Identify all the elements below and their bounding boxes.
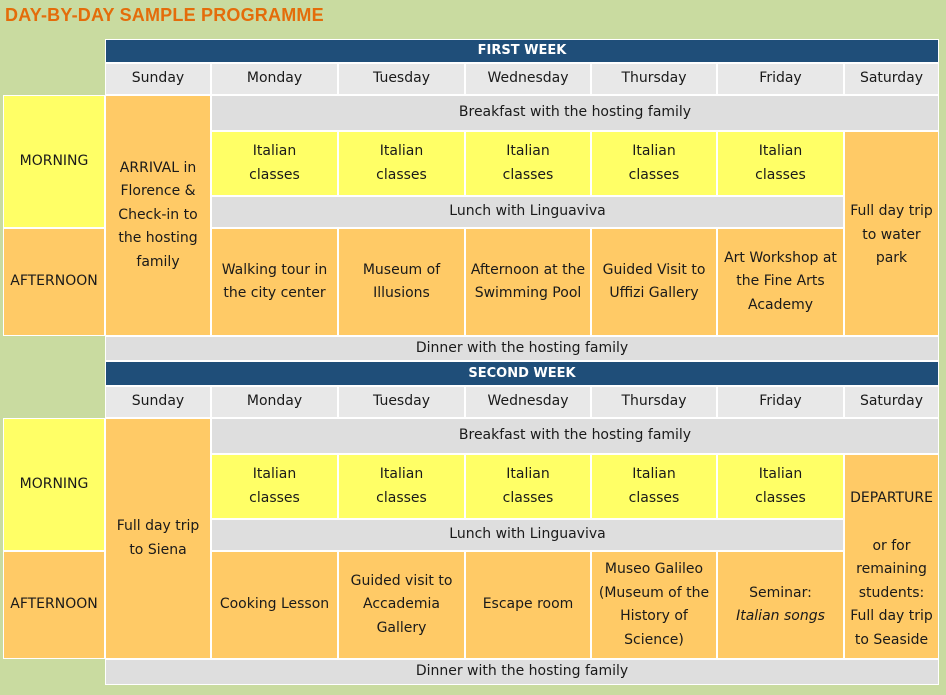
w2-wed-morning: Italian classes [465,454,591,519]
w1-tue-afternoon: Museum of Illusions [338,228,465,336]
w2-seminar-topic: Italian songs [736,608,825,624]
w1-day-monday: Monday [211,63,338,95]
w2-wed-afternoon: Escape room [465,551,591,659]
w2-day-wednesday: Wednesday [465,386,591,418]
w2-lunch: Lunch with Linguaviva [211,519,844,551]
w1-sunday-arrival: ARRIVAL in Florence & Check-in to the hosting family [105,95,211,336]
w1-wed-morning: Italian classes [465,131,591,196]
w2-morning-label: MORNING [3,418,105,551]
w1-mon-morning: Italian classes [211,131,338,196]
w2-tue-morning: Italian classes [338,454,465,519]
w2-mon-afternoon: Cooking Lesson [211,551,338,659]
w2-day-tuesday: Tuesday [338,386,465,418]
w1-dinner: Dinner with the hosting family [105,336,939,361]
w1-morning-label: MORNING [3,95,105,228]
w1-tue-morning: Italian classes [338,131,465,196]
page-title: DAY-BY-DAY SAMPLE PROGRAMME [5,5,324,25]
w1-thu-afternoon: Guided Visit to Uffizi Gallery [591,228,717,336]
w1-fri-morning: Italian classes [717,131,844,196]
w2-mon-morning: Italian classes [211,454,338,519]
w2-fri-afternoon [717,551,844,659]
w1-breakfast: Breakfast with the hosting family [211,95,939,131]
w2-day-monday: Monday [211,386,338,418]
w2-thu-morning: Italian classes [591,454,717,519]
w2-departure-note: or for remaining students: Full day trip to Seaside [850,537,933,648]
w2-day-friday: Friday [717,386,844,418]
w1-thu-morning: Italian classes [591,131,717,196]
w1-fri-afternoon: Art Workshop at the Fine Arts Academy [717,228,844,336]
w2-seminar-label: Seminar: [749,584,812,601]
w2-day-sunday: Sunday [105,386,211,418]
w2-afternoon-label: AFTERNOON [3,551,105,659]
w2-dinner: Dinner with the hosting family [105,659,939,685]
w2-sunday-siena: Full day trip to Siena [105,418,211,659]
w1-lunch: Lunch with Linguaviva [211,196,844,228]
w1-day-friday: Friday [717,63,844,95]
w2-day-thursday: Thursday [591,386,717,418]
w1-day-wednesday: Wednesday [465,63,591,95]
first-week-header: FIRST WEEK [105,39,939,63]
w1-day-sunday: Sunday [105,63,211,95]
w2-departure-label: DEPARTURE [850,490,933,506]
w2-thu-afternoon: Museo Galileo (Museum of the History of Science) [591,551,717,659]
w2-breakfast: Breakfast with the hosting family [211,418,939,454]
w2-fri-morning: Italian classes [717,454,844,519]
w1-wed-afternoon: Afternoon at the Swimming Pool [465,228,591,336]
w1-mon-afternoon: Walking tour in the city center [211,228,338,336]
w1-day-tuesday: Tuesday [338,63,465,95]
w2-tue-afternoon: Guided visit to Accademia Gallery [338,551,465,659]
second-week-header: SECOND WEEK [105,361,939,386]
w1-day-saturday: Saturday [844,63,939,95]
w1-afternoon-label: AFTERNOON [3,228,105,336]
w1-saturday-trip: Full day trip to water park [844,131,939,336]
w1-day-thursday: Thursday [591,63,717,95]
w2-saturday-departure [844,454,939,659]
w2-day-saturday: Saturday [844,386,939,418]
